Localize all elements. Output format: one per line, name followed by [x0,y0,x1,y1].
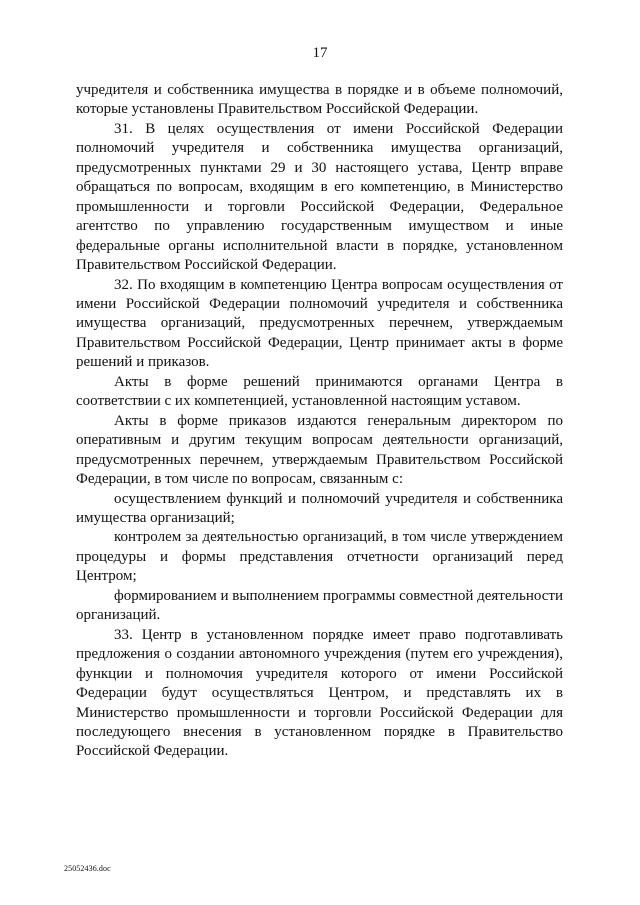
list-item-functions: осуществлением функций и полномочий учредителя и собственника имущества организаций; [76,490,563,526]
paragraph-item-31: 31. В целях осуществления от имени Российской Федерации полномочий учредителя и собственника имущества организаций, предусмотренных пунктами 29 и 30 настоящего устава, Центр вправе обращаться по вопросам, входящим в его компетенцию, в Министерство промышленности и торговли Российской Федерации, Федеральное агентство по управлению государственным имуществом и иные федеральные органы исполнительной власти в порядке, установленном Правительством Российской Федерации. [76,120,563,274]
list-item-control: контролем за деятельностью организаций, в том числе утверждением процедуры и формы представления отчетности организаций перед Центром; [76,529,563,585]
paragraph-continuation: учредителя и собственника имущества в порядке и в объеме полномочий, которые установлены Правительством Российской Федерации. [76,82,563,118]
footer-filename: 25052436.doc [64,864,111,873]
paragraph-decisions: Акты в форме решений принимаются органами Центра в соответствии с их компетенцией, установленной настоящим уставом. [76,373,563,410]
list-item-program: формированием и выполнением программы совместной деятельности организаций. [76,587,563,624]
paragraph-item-33: 33. Центр в установленном порядке имеет право подготавливать предложения о создании автономного учреждения (путем его учреждения), функции и полномочия учредителя которого от имени Российской Федерации будут осуществляться Центром, и представлять их в Министерство промышленности и торговли Российской Федерации для последующего внесения в установленном порядке в Правительство Российской Федерации. [76,626,563,760]
paragraph-item-32: 32. По входящим в компетенцию Центра вопросам осуществления от имени Российской Федерации полномочий учредителя и собственника имущества организаций, предусмотренных перечнем, утверждаемым Правительством Российской Федерации, Центр принимает акты в форме решений и приказов. [76,276,563,371]
page-number: 17 [312,45,328,61]
document-body [76,81,563,762]
paragraph-orders: Акты в форме приказов издаются генеральным директором по оперативным и другим текущим вопросам деятельности организаций, предусмотренных перечнем, утверждаемым Правительством Российской Федерации, в том числе по вопросам, связанным с: [76,412,563,488]
